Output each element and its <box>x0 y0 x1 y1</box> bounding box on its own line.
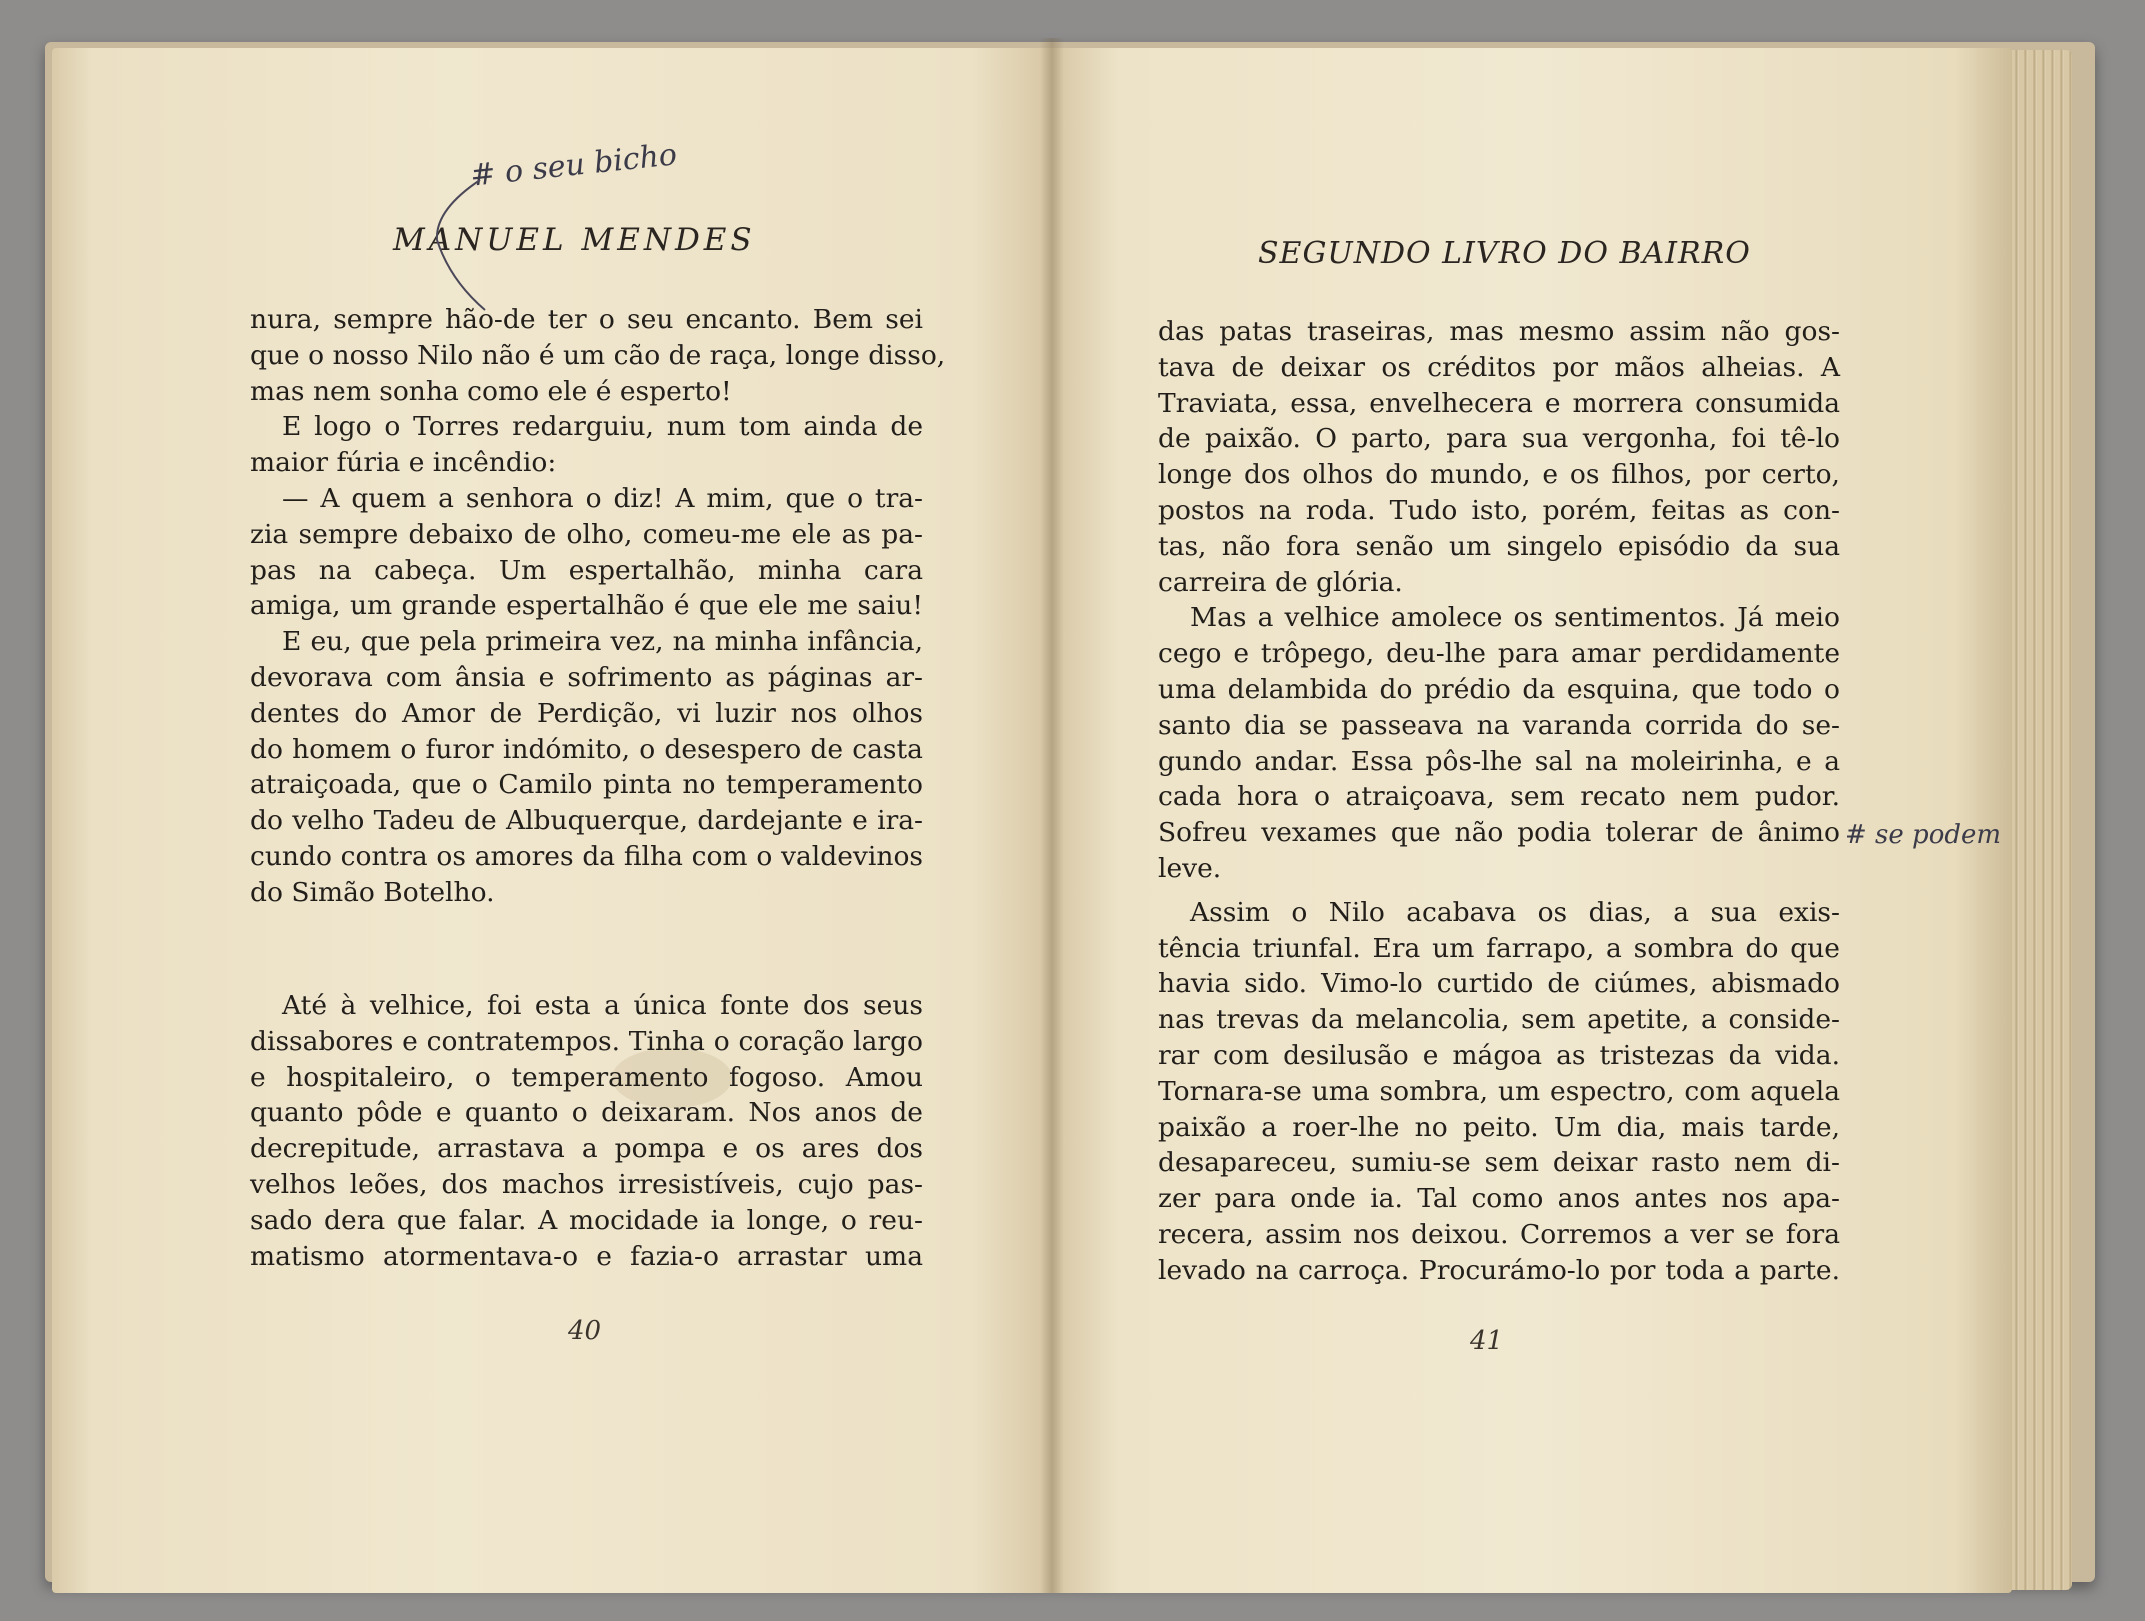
text-line: paixão a roer-lhe no peito. Um dia, mais tarde, <box>1158 1111 1840 1143</box>
text-line: santo dia se passeava na varanda corrida do se- <box>1158 709 1840 741</box>
text-line: do velho Tadeu de Albuquerque, dardejante e ira- <box>250 805 923 837</box>
text-line: Traviata, essa, envelhecera e morrera consumida <box>1158 387 1840 419</box>
text-line: cego e trôpego, deu-lhe para amar perdidamente <box>1158 638 1840 670</box>
text-line: gundo andar. Essa pôs-lhe sal na moleirinha, e a <box>1158 745 1840 777</box>
text-line: zia sempre debaixo de olho, comeu-me ele as pa- <box>250 518 923 550</box>
text-line: quanto pôde e quanto o deixaram. Nos anos de <box>250 1097 923 1129</box>
text-line: dissabores e contratempos. Tinha o coração largo <box>250 1025 923 1057</box>
text-line: desapareceu, sumiu-se sem deixar rasto nem di- <box>1158 1147 1840 1179</box>
right-text-block <box>1158 314 1840 1289</box>
text-line: cada hora o atraiçoava, sem recato nem pudor. <box>1158 781 1840 813</box>
text-line: Tornara-se uma sombra, um espectro, com aquela <box>1158 1075 1840 1107</box>
text-line: leve. <box>1158 852 1222 884</box>
text-line: zer para onde ia. Tal como anos antes nos apa- <box>1158 1183 1840 1215</box>
text-line: Assim o Nilo acabava os dias, a sua exis- <box>1190 896 1840 928</box>
left-running-head: MANUEL MENDES <box>393 222 756 258</box>
text-line: E eu, que pela primeira vez, na minha infância, <box>282 626 923 658</box>
text-line: tava de deixar os créditos por mãos alheias. A <box>1158 351 1840 383</box>
text-line: sado dera que falar. A mocidade ia longe, o reu- <box>250 1204 923 1236</box>
insertion-mark-stroke <box>425 170 505 320</box>
text-line: que o nosso Nilo não é um cão de raça, longe disso, <box>250 339 946 371</box>
text-line: maior fúria e incêndio: <box>250 447 557 479</box>
text-line: — A quem a senhora o diz! A mim, que o tra- <box>282 482 923 514</box>
text-line: tência triunfal. Era um farrapo, a sombra do que <box>1158 932 1840 964</box>
text-line: postos na roda. Tudo isto, porém, feitas as con- <box>1158 494 1840 526</box>
text-line: nura, sempre hão-de ter o seu encanto. Bem sei <box>250 304 923 335</box>
text-line: do Simão Botelho. <box>250 876 495 908</box>
text-line: do homem o furor indómito, o desespero de casta <box>250 733 923 765</box>
text-line: decrepitude, arrastava a pompa e os ares dos <box>250 1133 923 1165</box>
right-page-number: 41 <box>1470 1326 1504 1356</box>
left-text-block-1 <box>250 302 946 911</box>
text-line: velhos leões, dos machos irresistíveis, cujo pas- <box>250 1168 923 1200</box>
text-line: nas trevas da melancolia, sem apetite, a conside- <box>1158 1004 1840 1036</box>
text-line: de paixão. O parto, para sua vergonha, foi tê-lo <box>1158 423 1840 455</box>
text-line: matismo atormentava-o e fazia-o arrastar uma <box>250 1240 923 1272</box>
text-line: carreira de glória. <box>1158 566 1403 598</box>
text-line: dentes do Amor de Perdição, vi luzir nos olhos <box>250 697 923 729</box>
text-line: das patas traseiras, mas mesmo assim não gos- <box>1158 316 1840 347</box>
text-line: e hospitaleiro, o temperamento fogoso. Amou <box>250 1061 923 1093</box>
right-running-head: SEGUNDO LIVRO DO BAIRRO <box>1258 236 1751 271</box>
text-line: tas, não fora senão um singelo episódio da sua <box>1158 530 1840 562</box>
text-line: uma delambida do prédio da esquina, que todo o <box>1158 673 1840 705</box>
text-line: cundo contra os amores da filha com o valdevinos <box>250 840 923 872</box>
text-line: pas na cabeça. Um espertalhão, minha cara <box>250 554 923 586</box>
text-line: atraiçoada, que o Camilo pinta no temperamento <box>250 769 923 801</box>
text-line: devorava com ânsia e sofrimento as páginas ar- <box>250 661 923 693</box>
text-line: Mas a velhice amolece os sentimentos. Já meio <box>1190 602 1840 634</box>
text-line: longe dos olhos do mundo, e os filhos, por certo, <box>1158 459 1840 491</box>
right-margin-note: # se podem <box>1845 820 2002 850</box>
book-gutter <box>1040 38 1064 1593</box>
text-line: amiga, um grande espertalhão é que ele me saiu! <box>250 590 923 622</box>
text-line: recera, assim nos deixou. Corremos a ver se fora <box>1158 1218 1840 1250</box>
text-line: havia sido. Vimo-lo curtido de ciúmes, abismado <box>1158 968 1840 1000</box>
text-line: mas nem sonha como ele é esperto! <box>250 375 732 407</box>
text-line: rar com desilusão e mágoa as tristezas da vida. <box>1158 1039 1840 1071</box>
left-page-number: 40 <box>568 1316 602 1346</box>
left-margin-note: # o seu bicho <box>468 137 679 194</box>
text-line: Sofreu vexames que não podia tolerar de ânimo <box>1158 817 1840 849</box>
left-text-block-2 <box>250 988 923 1274</box>
text-line: Até à velhice, foi esta a única fonte dos seus <box>282 990 923 1021</box>
text-line: E logo o Torres redarguiu, num tom ainda de <box>282 411 923 443</box>
text-line: levado na carroça. Procurámo-lo por toda a parte. <box>1158 1254 1840 1286</box>
page-edges <box>2010 50 2072 1590</box>
